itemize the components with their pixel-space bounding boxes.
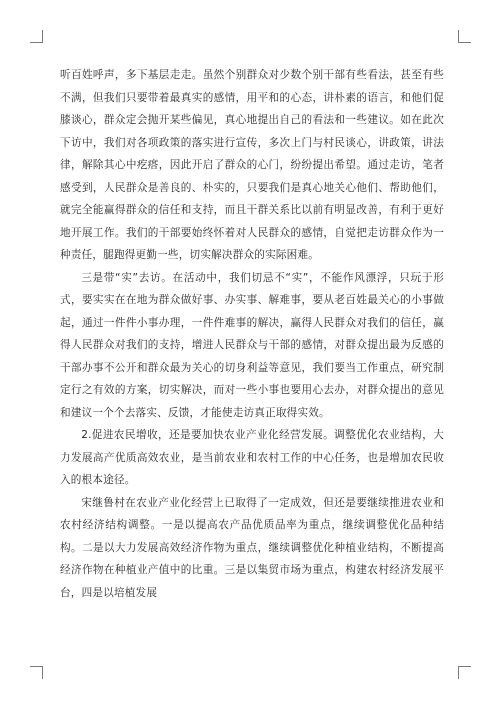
paragraph-2: 三是带“实”去访。在活动中，我们切忌不“实”，不能作风漂浮，只玩于形式，要实实在在地为群众做好事、办实事、解难事，要从老百姓最关心的小事做起，通过一件件小事办理，一件件难事的解决，赢得人民群众对我们的信任，赢得人民群众对我们的支持，增进人民群众与干部的感情，对群众提出最为反感的干部办事不公开和群众最为关心的切身利益等意见，我们要当工作重点，研究制定行之有效的方案，切实解决，而对一些小事也要用心去办，对群众提出的意见和建议一个个去落实、反馈，才能使走访真正取得实效。: [60, 271, 444, 419]
paragraph-3: 2.促进农民增收，还是要加快农业产业化经营发展。调整优化农业结构，大力发展高产优质高效农业，是当前农业和农村工作的中心任务，也是增加农民收入的根本途径。: [60, 429, 444, 486]
crop-mark-top-left: [30, 30, 43, 43]
paragraph-4: 宋继鲁村在农业产业化经营上已取得了一定成效，但还是要继续推进农业和农村经济结构调整。一是以提高农产品优质品率为重点，继续调整优化品种结构。二是以大力发展高效经济作物为重点，继续调整优化种植业结构，不断提高经济作物在种植业产值中的比重。三是以集贸市场为重点，构建农村经济发展平台，四是以培植发展: [60, 496, 444, 599]
crop-mark-bottom-left: [30, 666, 43, 679]
crop-mark-bottom-right: [458, 666, 471, 679]
document-body: [60, 64, 444, 604]
paragraph-1: 听百姓呼声，多下基层走走。虽然个别群众对少数个别干部有些看法，甚至有些不满，但我们只要带着最真实的感情，用平和的心态，讲朴素的语言，和他们促膝谈心，群众定会抛开某些偏见，真心地提出自己的看法和一些建议。如在此次下访中，我们对各项政策的落实进行宣传，多次上门与村民谈心，讲政策，讲法律，解除其心中疙瘩，因此开启了群众的心门，纷纷提出希望。通过走访，笔者感受到，人民群众是善良的、朴实的，只要我们是真心地关心他们、帮助他们，就完全能赢得群众的信任和支持，而且干群关系比以前有明显改善，有利于更好地开展工作。我们的干部要始终怀着对人民群众的感情，自觉把走访群众作为一种责任，腿跑得更勤一些，切实解决群众的实际困难。: [60, 69, 444, 261]
crop-mark-top-right: [458, 30, 471, 43]
